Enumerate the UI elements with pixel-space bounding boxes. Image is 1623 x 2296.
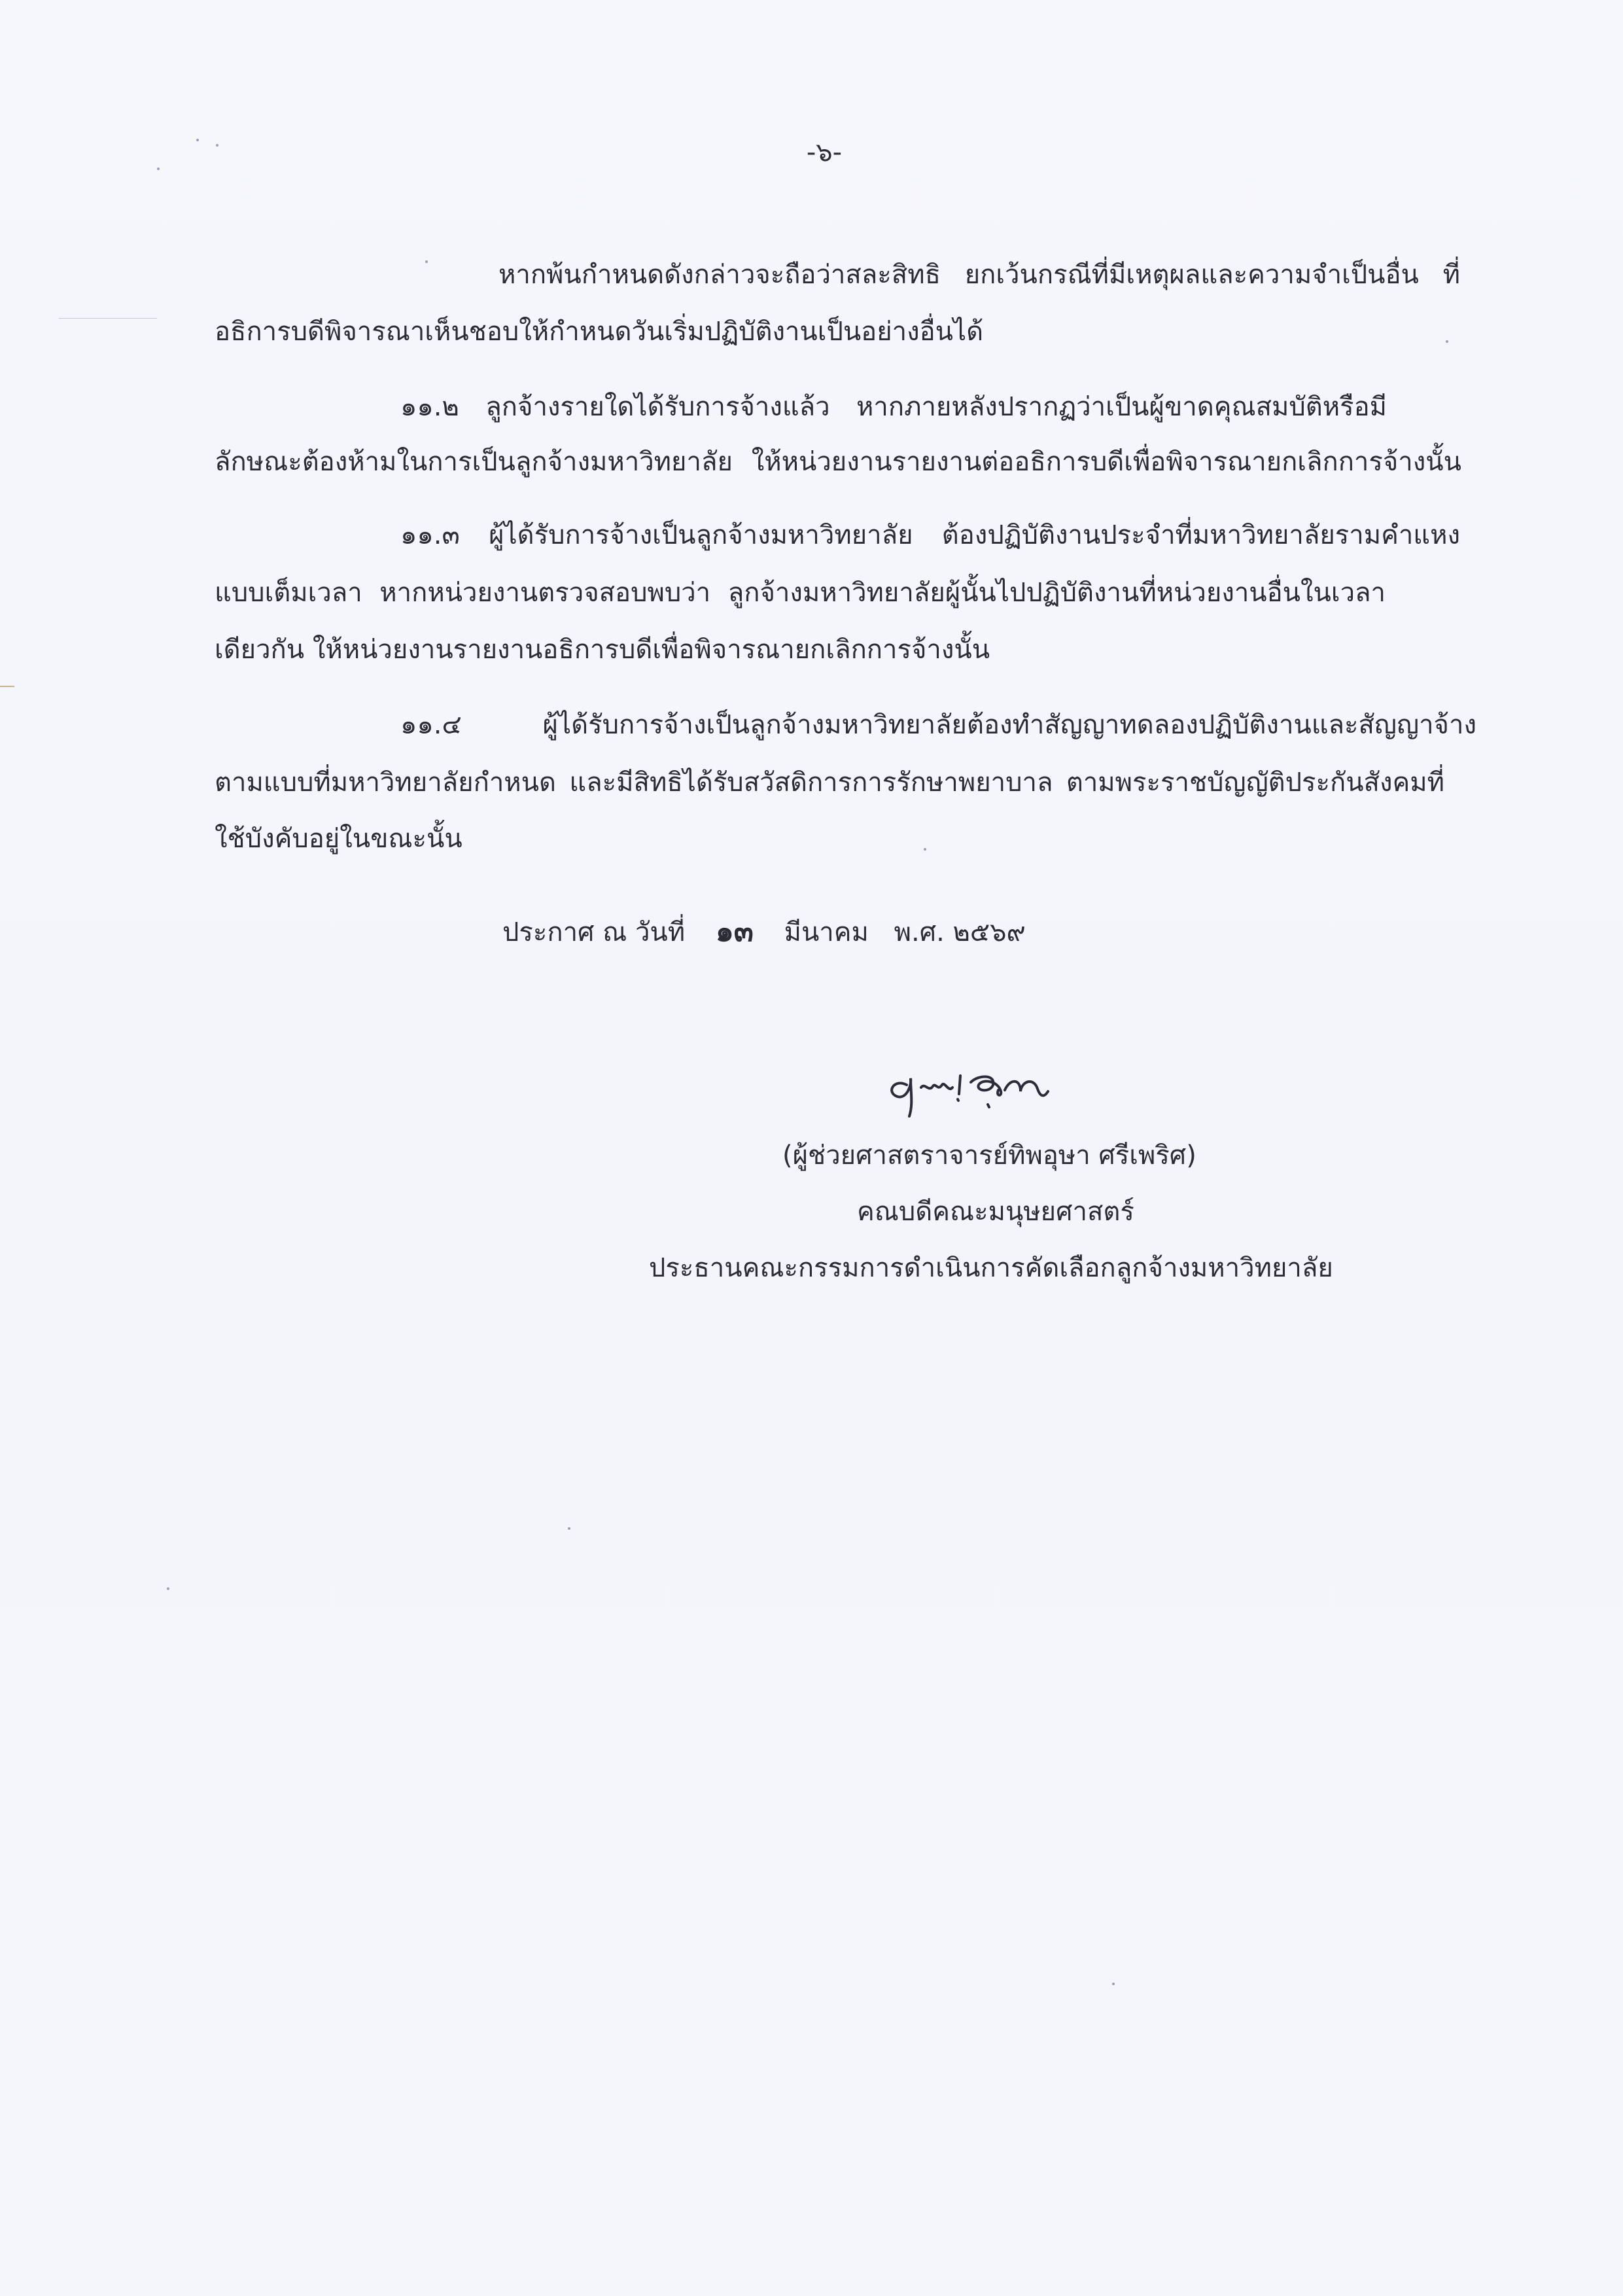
scan-speck xyxy=(1446,340,1448,343)
page-number: -๖- xyxy=(806,137,843,168)
paragraph-2-line-2: ลักษณะต้องห้ามในการเป็นลูกจ้างมหาวิทยาลัย ให้หน่วยงานรายงานต่ออธิการบดีเพื่อพิจารณายกเลิกการจ้างนั้น xyxy=(215,447,1461,477)
scan-speck xyxy=(568,1527,570,1530)
scan-speck xyxy=(196,139,199,141)
paragraph-1-line-1: หากพ้นกำหนดดังกล่าวจะถือว่าสละสิทธิ ยกเว้นกรณีที่มีเหตุผลและความจำเป็นอื่น ที่ xyxy=(498,260,1460,290)
paragraph-3-line-1: ๑๑.๓ ผู้ได้รับการจ้างเป็นลูกจ้างมหาวิทยาลัย ต้องปฏิบัติงานประจำที่มหาวิทยาลัยรามคำแหง xyxy=(400,520,1460,550)
handwritten-signature xyxy=(881,1059,1116,1119)
scan-speck xyxy=(924,848,926,851)
paragraph-3-line-2: แบบเต็มเวลา หากหน่วยงานตรวจสอบพบว่า ลูกจ้างมหาวิทยาลัยผู้นั้นไปปฏิบัติงานที่หน่วยงานอื่นในเวลา xyxy=(215,578,1386,608)
paragraph-2-line-1: ๑๑.๒ ลูกจ้างรายใดได้รับการจ้างแล้ว หากภายหลังปรากฏว่าเป็นผู้ขาดคุณสมบัติหรือมี xyxy=(400,392,1387,422)
paragraph-4-line-1: ๑๑.๔ ผู้ได้รับการจ้างเป็นลูกจ้างมหาวิทยาลัยต้องทำสัญญาทดลองปฏิบัติงานและสัญญาจ้าง xyxy=(400,710,1476,740)
announcement-prefix: ประกาศ ณ วันที่ xyxy=(502,917,686,947)
paragraph-4-line-3: ใช้บังคับอยู่ในขณะนั้น xyxy=(215,824,462,854)
announcement-month: มีนาคม xyxy=(784,917,869,947)
signatory-position: คณบดีคณะมนุษยศาสตร์ xyxy=(857,1197,1134,1227)
scan-speck xyxy=(1112,1983,1115,1985)
paragraph-1-line-2: อธิการบดีพิจารณาเห็นชอบให้กำหนดวันเริ่มปฏิบัติงานเป็นอย่างอื่นได้ xyxy=(215,317,984,347)
scan-speck xyxy=(425,260,428,263)
scan-edge-mark xyxy=(59,318,157,319)
scan-speck xyxy=(167,1587,169,1590)
scan-speck xyxy=(157,168,160,170)
scan-edge-mark xyxy=(0,686,14,687)
paragraph-3-line-3: เดียวกัน ให้หน่วยงานรายงานอธิการบดีเพื่อพิจารณายกเลิกการจ้างนั้น xyxy=(215,635,990,665)
announcement-date xyxy=(502,912,1026,952)
announcement-year: พ.ศ. ๒๕๖๙ xyxy=(894,917,1026,947)
signatory-name: (ผู้ช่วยศาสตราจารย์ทิพอุษา ศรีเพริศ) xyxy=(782,1140,1196,1171)
announcement-day: ๑๓ xyxy=(715,915,754,948)
paragraph-4-line-2: ตามแบบที่มหาวิทยาลัยกำหนด และมีสิทธิได้รับสวัสดิการการรักษาพยาบาล ตามพระราชบัญญัติประกันสังคมที่ xyxy=(215,768,1444,798)
scan-speck xyxy=(216,144,218,147)
signatory-role: ประธานคณะกรรมการดำเนินการคัดเลือกลูกจ้างมหาวิทยาลัย xyxy=(649,1253,1333,1283)
